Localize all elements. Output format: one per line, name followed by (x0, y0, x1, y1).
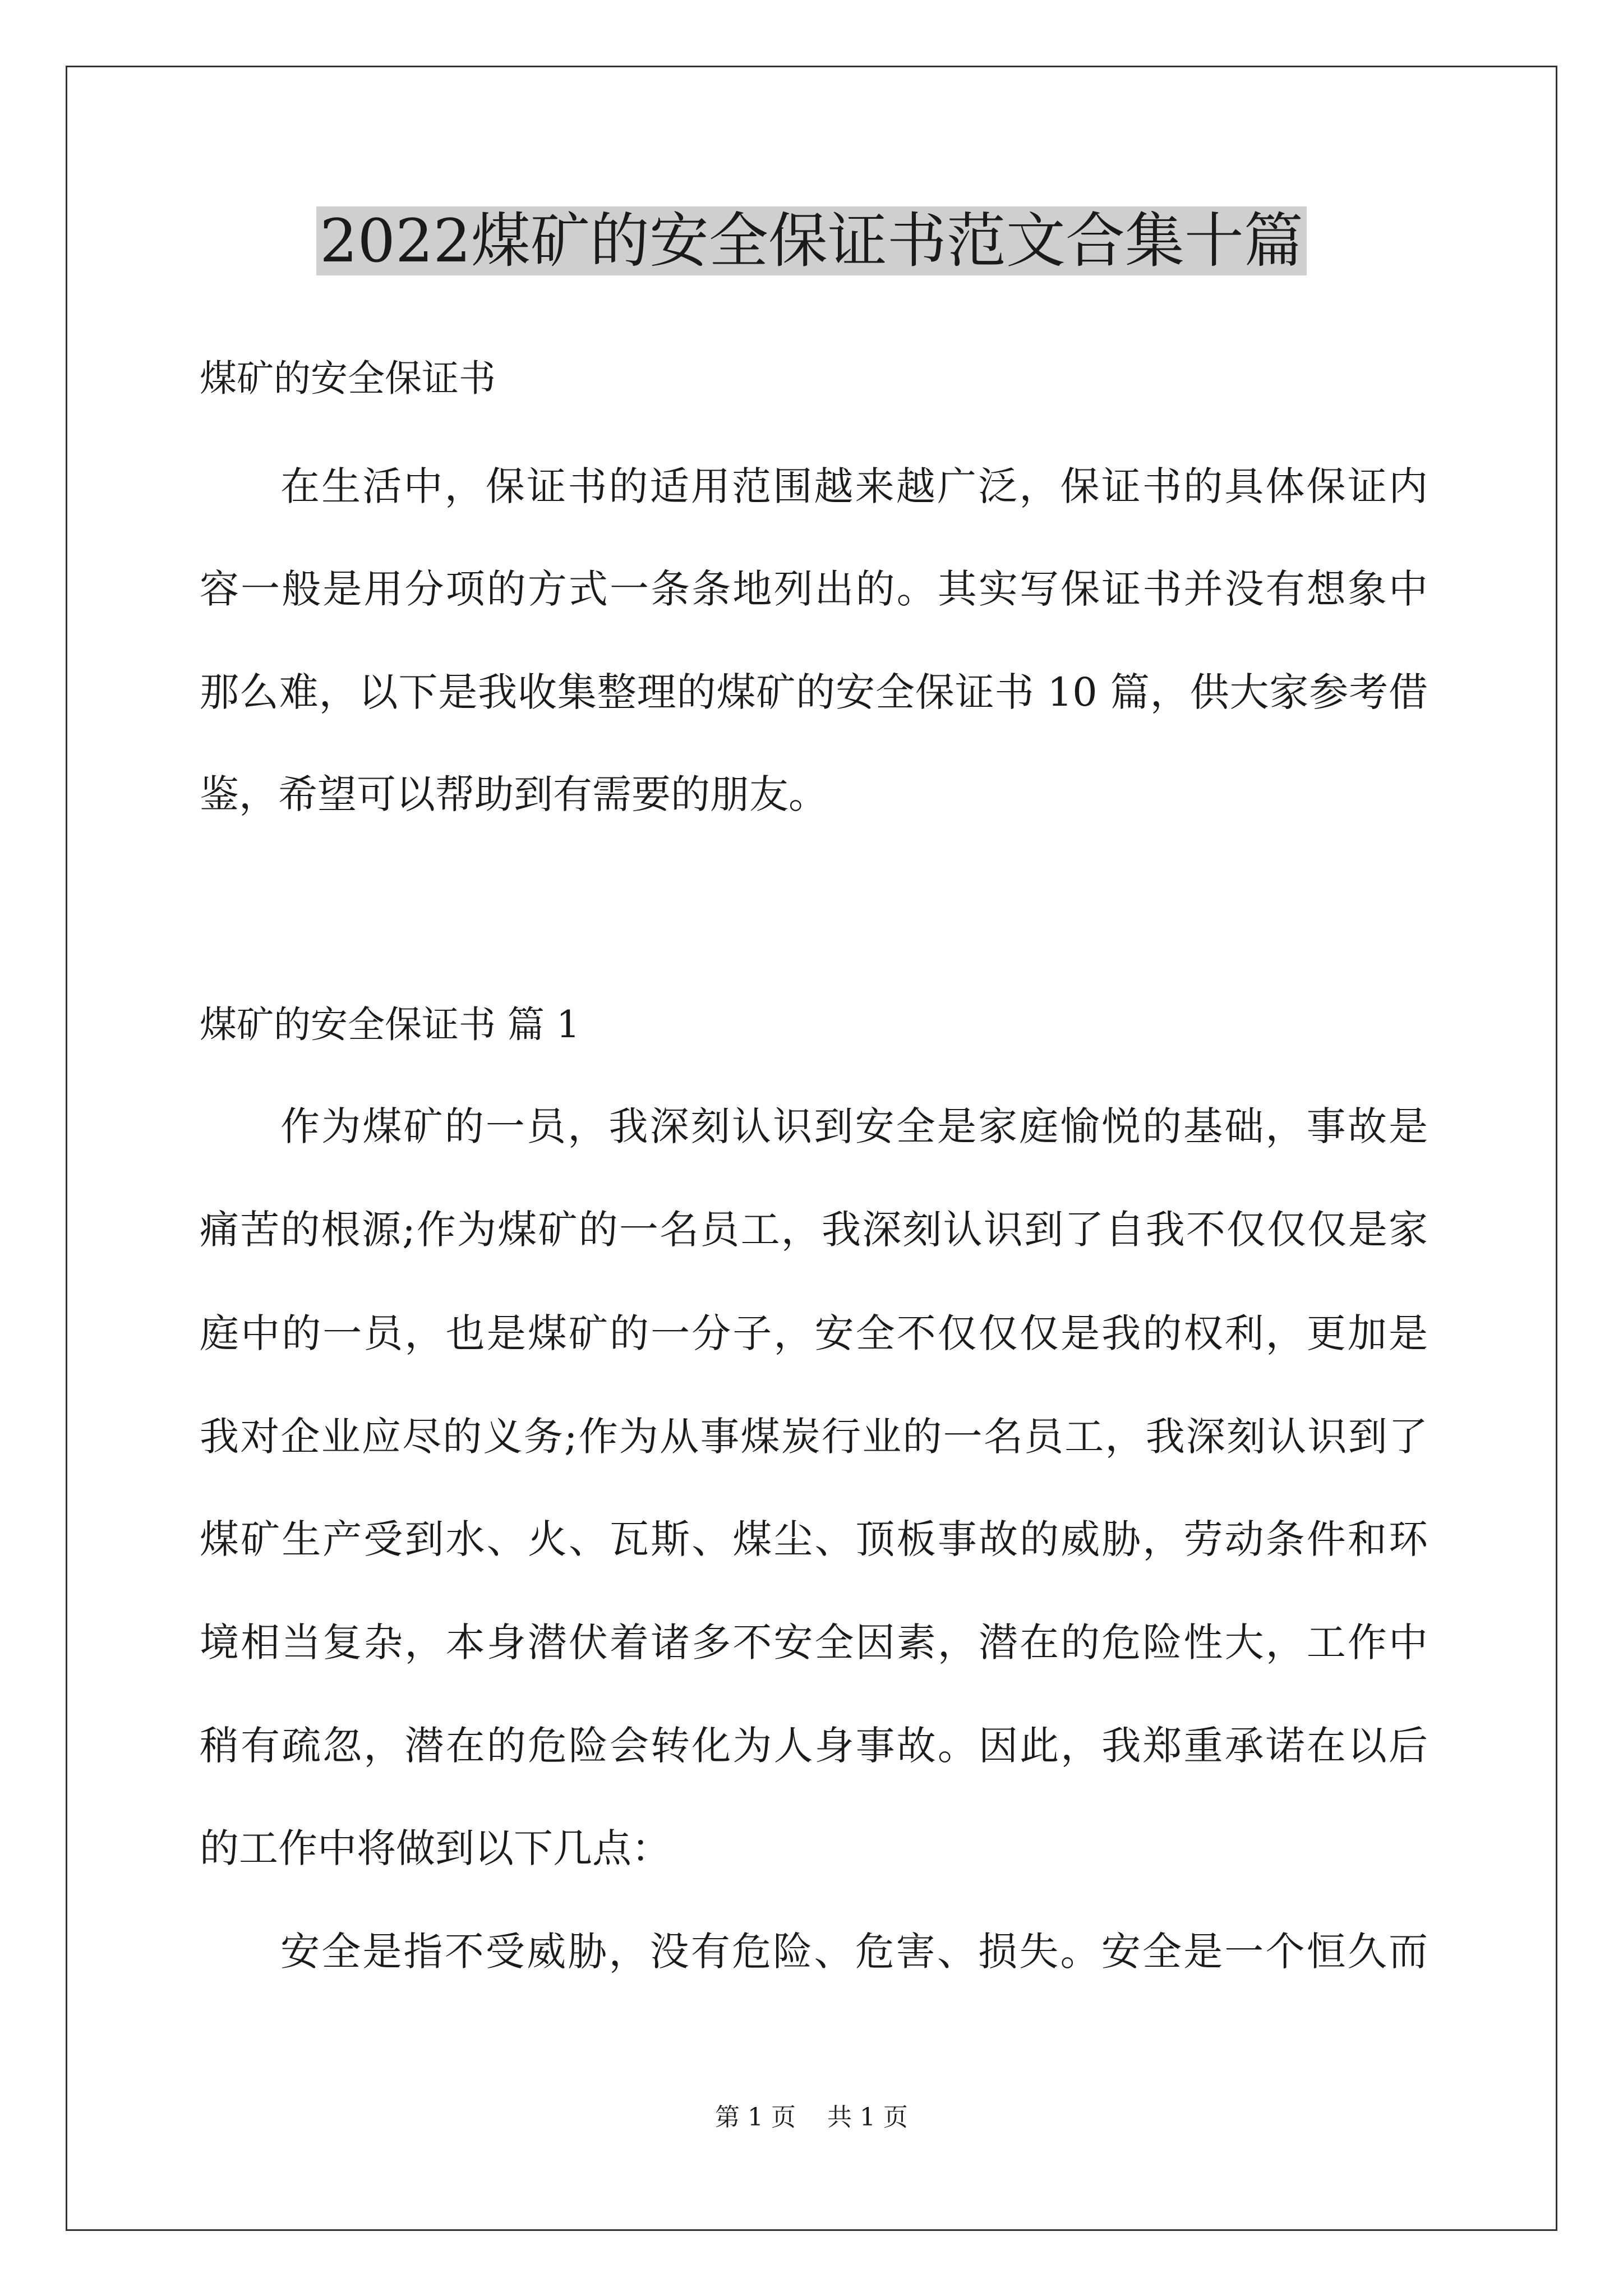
intro-paragraph-line: 那么难，以下是我收集整理的煤矿的安全保证书 10 篇，供大家参考借 (200, 669, 1428, 715)
section-1-paragraph-line: 庭中的一员，也是煤矿的一分子，安全不仅仅仅是我的权利，更加是 (200, 1310, 1428, 1356)
section-1-paragraph-line: 作为煤矿的一员，我深刻认识到安全是家庭愉悦的基础，事故是 (280, 1103, 1428, 1149)
section-1-paragraph-line: 的工作中将做到以下几点： (200, 1825, 671, 1871)
section-1-heading: 煤矿的安全保证书 篇 1 (200, 1003, 580, 1046)
section-1-paragraph-line: 我对企业应尽的义务;作为从事煤炭行业的一名员工，我深刻认识到了 (200, 1414, 1428, 1460)
intro-heading: 煤矿的安全保证书 (200, 357, 496, 400)
intro-paragraph-line: 在生活中，保证书的适用范围越来越广泛，保证书的具体保证内 (280, 463, 1428, 509)
section-1-paragraph-line: 稍有疏忽，潜在的危险会转化为人身事故。因此，我郑重承诺在以后 (200, 1723, 1428, 1769)
intro-paragraph-line: 鉴，希望可以帮助到有需要的朋友。 (200, 771, 828, 817)
page-number-footer: 第 1 页 共 1 页 (715, 2103, 908, 2132)
intro-paragraph-line: 容一般是用分项的方式一条条地列出的。其实写保证书并没有想象中 (200, 566, 1428, 612)
section-1-paragraph-line: 境相当复杂，本身潜伏着诸多不安全因素，潜在的危险性大，工作中 (200, 1619, 1428, 1665)
document-title (0, 202, 1623, 280)
document-title-text: 2022煤矿的安全保证书范文合集十篇 (316, 206, 1307, 275)
section-1-paragraph-line: 煤矿生产受到水、火、瓦斯、煤尘、顶板事故的威胁，劳动条件和环 (200, 1516, 1428, 1562)
section-1-paragraph-line: 安全是指不受威胁，没有危险、危害、损失。安全是一个恒久而 (280, 1929, 1428, 1975)
section-1-paragraph-line: 痛苦的根源;作为煤矿的一名员工，我深刻认识到了自我不仅仅仅是家 (200, 1207, 1428, 1253)
